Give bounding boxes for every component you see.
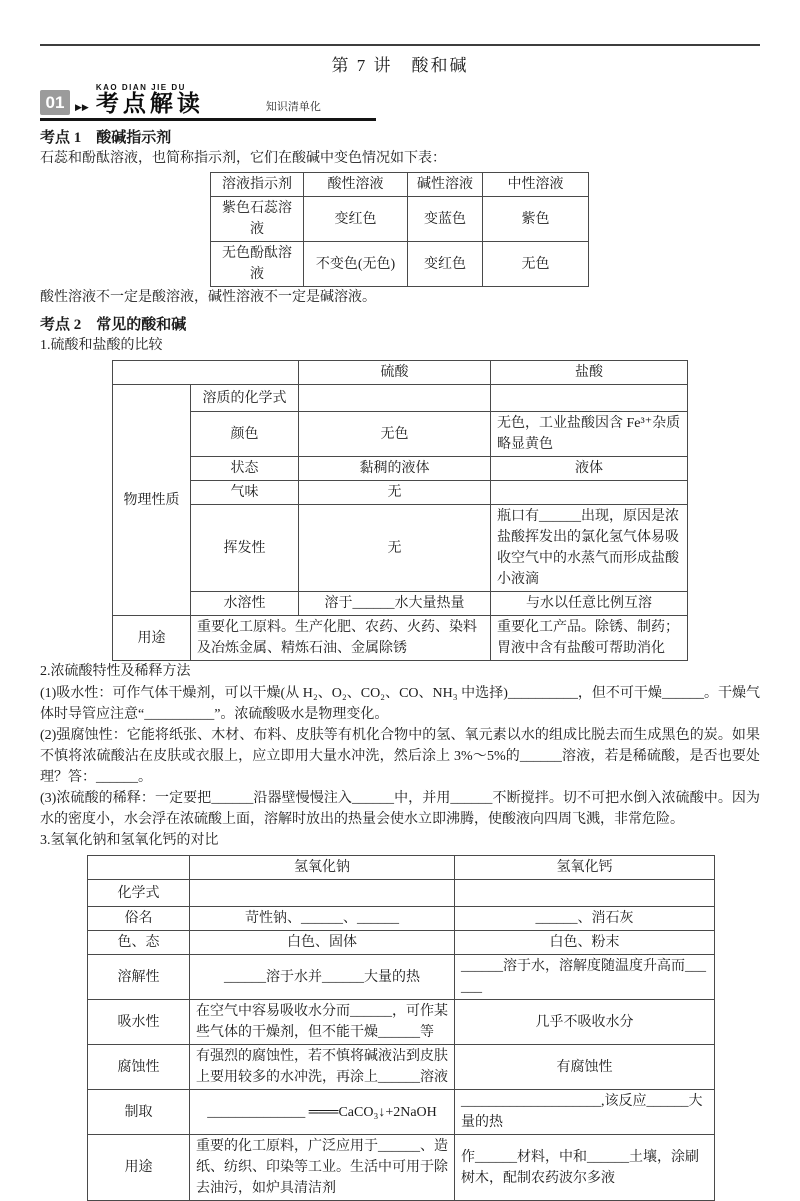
table-header-cell: 碱性溶液 [408, 173, 483, 197]
table-header-cell: 硫酸 [299, 361, 491, 385]
row-label-cell: 颜色 [191, 412, 299, 457]
indicator-intro: 石蕊和酚酞溶液，也简称指示剂，它们在酸碱中变色情况如下表： [40, 151, 446, 167]
top-divider [40, 44, 760, 46]
row-label-cell: 俗名 [88, 907, 190, 931]
table-cell: 与水以任意比例互溶 [491, 592, 688, 616]
table-header-cell: 盐酸 [491, 361, 688, 385]
table-cell: 在空气中容易吸收水分而______，可作某些气体的干燥剂，但不能干燥______等 [190, 1000, 455, 1045]
table-cell: 苛性钠、______、______ [190, 907, 455, 931]
paragraph-absorbency: (1)吸水性：可作气体干燥剂，可以干燥(从 H₂、O₂、CO₂、CO、NH₃ 中选择)__________，但不可干燥______。干燥气体时导管应注意“__________”。浓硫酸吸水是物理变化。 [40, 686, 760, 723]
table-row [113, 457, 688, 481]
table-cell: 无 [299, 505, 491, 592]
empty-header-cell [113, 361, 299, 385]
table-row [113, 592, 688, 616]
table-row [113, 412, 688, 457]
table-header-cell: 氢氧化钠 [190, 856, 455, 880]
table-row [211, 242, 589, 287]
table-cell [455, 880, 715, 907]
table-cell: 无 [299, 481, 491, 505]
table-cell: 黏稠的液体 [299, 457, 491, 481]
table-cell [491, 481, 688, 505]
indicator-table [210, 172, 589, 287]
table-cell: 几乎不吸收水分 [455, 1000, 715, 1045]
row-label-cell: 溶质的化学式 [191, 385, 299, 412]
table-cell: 作______材料，中和______土壤，涂刷树木，配制农药波尔多液 [455, 1135, 715, 1201]
table-cell: ____________________,该反应______大量的热 [455, 1090, 715, 1135]
heading-kaodian-2: 考点 2 常见的酸和碱 [40, 317, 187, 334]
table-row [113, 361, 688, 385]
section-number-badge: 01 [40, 90, 70, 115]
table-row [88, 1000, 715, 1045]
table-row [88, 907, 715, 931]
row-label-cell: 腐蚀性 [88, 1045, 190, 1090]
banner-title: 考点解读 [95, 90, 204, 116]
table-row [113, 616, 688, 661]
table-row [88, 955, 715, 1000]
table-cell: 无色 [483, 242, 589, 287]
table-cell: 重要化工原料。生产化肥、农药、火药、染料及冶炼金属、精炼石油、金属除锈 [191, 616, 491, 661]
paragraph-corrosiveness: (2)强腐蚀性：它能将纸张、木材、布料、皮肤等有机化合物中的氢、氧元素以水的组成比脱去而生成黑色的炭。如果不慎将浓硫酸沾在皮肤或衣服上，应立即用大量水冲洗，然后涂上 3%～5%的______溶液，若是稀硫酸，是否也要处理？答：______。 [40, 728, 760, 786]
row-label-cell: 吸水性 [88, 1000, 190, 1045]
table-row [88, 1135, 715, 1201]
banner-divider [40, 118, 376, 121]
row-label-cell: 用途 [88, 1135, 190, 1201]
subsection-1-title: 1.硫酸和盐酸的比较 [40, 338, 163, 354]
table-cell: 变蓝色 [408, 197, 483, 242]
table-cell: 白色、粉末 [455, 931, 715, 955]
table-cell: 无色酚酞溶液 [211, 242, 304, 287]
table-cell [491, 385, 688, 412]
table-cell: 重要的化工原料，广泛应用于______、造纸、纺织、印染等工业。生活中可用于除去油污，如炉具清洁剂 [190, 1135, 455, 1201]
table-row [88, 856, 715, 880]
row-label-cell: 气味 [191, 481, 299, 505]
section-banner [40, 83, 760, 115]
banner-main [96, 83, 204, 115]
page [0, 44, 800, 1201]
row-label-cell: 状态 [191, 457, 299, 481]
row-label-cell: 用途 [113, 616, 191, 661]
acid-compare-table [112, 360, 688, 661]
table-header-cell: 中性溶液 [483, 173, 589, 197]
paragraph-dilution: (3)浓硫酸的稀释：一定要把______沿器壁慢慢注入______中，并用______不断搅拌。切不可把水倒入浓硫酸中。因为水的密度小，水会浮在浓硫酸上面，溶解时放出的热量会使水立即沸腾，使酸液向四周飞溅，非常危险。 [40, 791, 760, 828]
table-row [211, 173, 589, 197]
table-row [113, 481, 688, 505]
table-row [113, 385, 688, 412]
empty-header-cell [88, 856, 190, 880]
table-row [211, 197, 589, 242]
table-cell: ______溶于水并______大量的热 [190, 955, 455, 1000]
table-row [113, 505, 688, 592]
subsection-2-title: 2.浓硫酸特性及稀释方法 [40, 664, 191, 680]
table-cell: 溶于______水大量热量 [299, 592, 491, 616]
row-label-cell: 化学式 [88, 880, 190, 907]
banner-eyebrow: KAO DIAN JIE DU [95, 83, 186, 92]
table-cell: 不变色(无色) [304, 242, 408, 287]
page-title: 第 7 讲 酸和碱 [331, 56, 469, 75]
table-header-cell: 酸性溶液 [304, 173, 408, 197]
table-row [88, 1045, 715, 1090]
table-header-cell: 氢氧化钙 [455, 856, 715, 880]
table-cell: 有强烈的腐蚀性，若不慎将碱液沾到皮肤上要用较多的水冲洗，再涂上______溶液 [190, 1045, 455, 1090]
table-cell: 无色，工业盐酸因含 Fe³⁺杂质略显黄色 [491, 412, 688, 457]
table-cell: ______溶于水，溶解度随温度升高而______ [455, 955, 715, 1000]
table-cell: 液体 [491, 457, 688, 481]
table-cell [299, 385, 491, 412]
table-cell: ______、消石灰 [455, 907, 715, 931]
row-label-cell: 挥发性 [191, 505, 299, 592]
table-cell: 无色 [299, 412, 491, 457]
table-row [88, 931, 715, 955]
table-cell: 有腐蚀性 [455, 1045, 715, 1090]
table-cell [190, 880, 455, 907]
table-cell: 变红色 [304, 197, 408, 242]
table-cell: ______________ ═══CaCO₃↓+2NaOH [190, 1090, 455, 1135]
table-cell: 紫色 [483, 197, 589, 242]
row-label-cell: 制取 [88, 1090, 190, 1135]
base-compare-table [87, 855, 715, 1201]
double-arrow-icon: ▶▶ [75, 102, 89, 113]
table-row [88, 880, 715, 907]
row-label-cell: 溶解性 [88, 955, 190, 1000]
table-cell: 重要化工产品。除锈、制药；胃液中含有盐酸可帮助消化 [491, 616, 688, 661]
heading-kaodian-1: 考点 1 酸碱指示剂 [40, 130, 172, 147]
banner-subtitle: 知识清单化 [265, 101, 321, 114]
table-cell: 瓶口有______出现，原因是浓盐酸挥发出的氯化氢气体易吸收空气中的水蒸气而形成盐酸小液滴 [491, 505, 688, 592]
group-label-cell: 物理性质 [113, 385, 191, 616]
table-cell: 紫色石蕊溶液 [211, 197, 304, 242]
subsection-3-title: 3.氢氧化钠和氢氧化钙的对比 [40, 833, 219, 849]
row-label-cell: 色、态 [88, 931, 190, 955]
row-label-cell: 水溶性 [191, 592, 299, 616]
table-row [88, 1090, 715, 1135]
table-cell: 白色、固体 [190, 931, 455, 955]
table-cell: 变红色 [408, 242, 483, 287]
indicator-note: 酸性溶液不一定是酸溶液，碱性溶液不一定是碱溶液。 [40, 290, 376, 306]
table-header-cell: 溶液指示剂 [211, 173, 304, 197]
